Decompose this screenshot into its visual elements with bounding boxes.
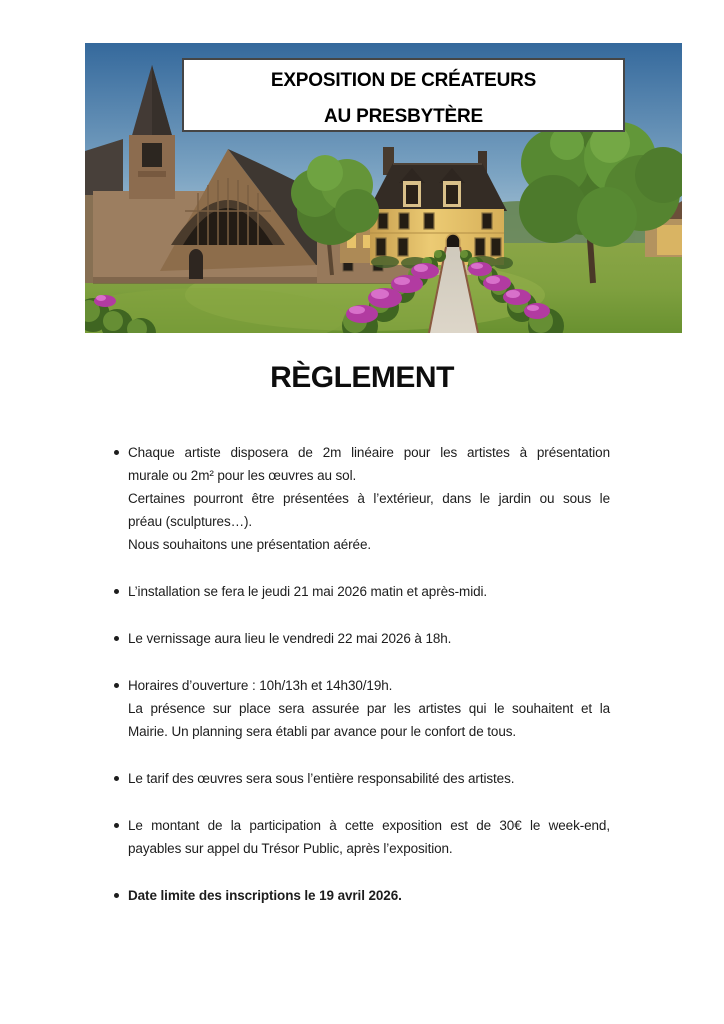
rule-paragraph (128, 884, 610, 907)
rule-line: murale ou 2m² pour les œuvres au sol. (128, 468, 357, 483)
rule-paragraph (128, 814, 610, 860)
rule-line: Le montant de la participation à cette exposition est de 30€ le week-end, (128, 818, 610, 833)
bullet-dot (114, 589, 119, 594)
rule-line: Chaque artiste disposera de 2m linéaire pour les artistes à présentation (128, 445, 610, 460)
rule-paragraph (128, 487, 610, 533)
rule-line: préau (sculptures…). (128, 514, 253, 529)
rule-line: Horaires d’ouverture : 10h/13h et 14h30/19h. (128, 678, 393, 693)
bullet-dot (114, 636, 119, 641)
bullet-dot (114, 683, 119, 688)
rule-item-horaires (113, 674, 610, 743)
rule-line: Mairie. Un planning sera établi par avance pour le confort de tous. (128, 724, 517, 739)
rule-paragraph (128, 441, 610, 487)
banner-title-box (182, 58, 625, 132)
page-title: RÈGLEMENT (270, 361, 454, 394)
bullet-dot (114, 823, 119, 828)
rule-paragraph (128, 627, 610, 650)
rule-line: Le vernissage aura lieu le vendredi 22 mai 2026 à 18h. (128, 631, 452, 646)
banner-title-line1: EXPOSITION DE CRÉATEURS (270, 70, 537, 91)
rule-line: payables sur appel du Trésor Public, après l’exposition. (128, 841, 453, 856)
rules-list (113, 441, 610, 907)
rule-paragraph (128, 767, 610, 790)
banner-title-line2: AU PRESBYTÈRE (324, 106, 483, 127)
rule-line: Le tarif des œuvres sera sous l’entière responsabilité des artistes. (128, 771, 515, 786)
rule-line: Certaines pourront être présentées à l’extérieur, dans le jardin ou sous le (128, 491, 610, 506)
rule-line: Nous souhaitons une présentation aérée. (128, 537, 372, 552)
bullet-dot (114, 893, 119, 898)
rule-item-installation (113, 580, 610, 603)
rule-item-participation (113, 814, 610, 860)
rule-line: L’installation se fera le jeudi 21 mai 2026 matin et après-midi. (128, 584, 488, 599)
rule-line: La présence sur place sera assurée par les artistes qui le souhaitent et la (128, 701, 610, 716)
rule-item-vernissage (113, 627, 610, 650)
rule-item-tarif (113, 767, 610, 790)
rule-line: Date limite des inscriptions le 19 avril 2026. (128, 888, 402, 903)
rule-item-deadline (113, 884, 610, 907)
bullet-dot (114, 776, 119, 781)
rule-paragraph (128, 580, 610, 603)
bullet-dot (114, 450, 119, 455)
rule-paragraph (128, 697, 610, 743)
rule-paragraph (128, 674, 610, 697)
rule-item-space (113, 441, 610, 556)
rule-paragraph (128, 533, 610, 556)
header-photo (85, 43, 682, 333)
